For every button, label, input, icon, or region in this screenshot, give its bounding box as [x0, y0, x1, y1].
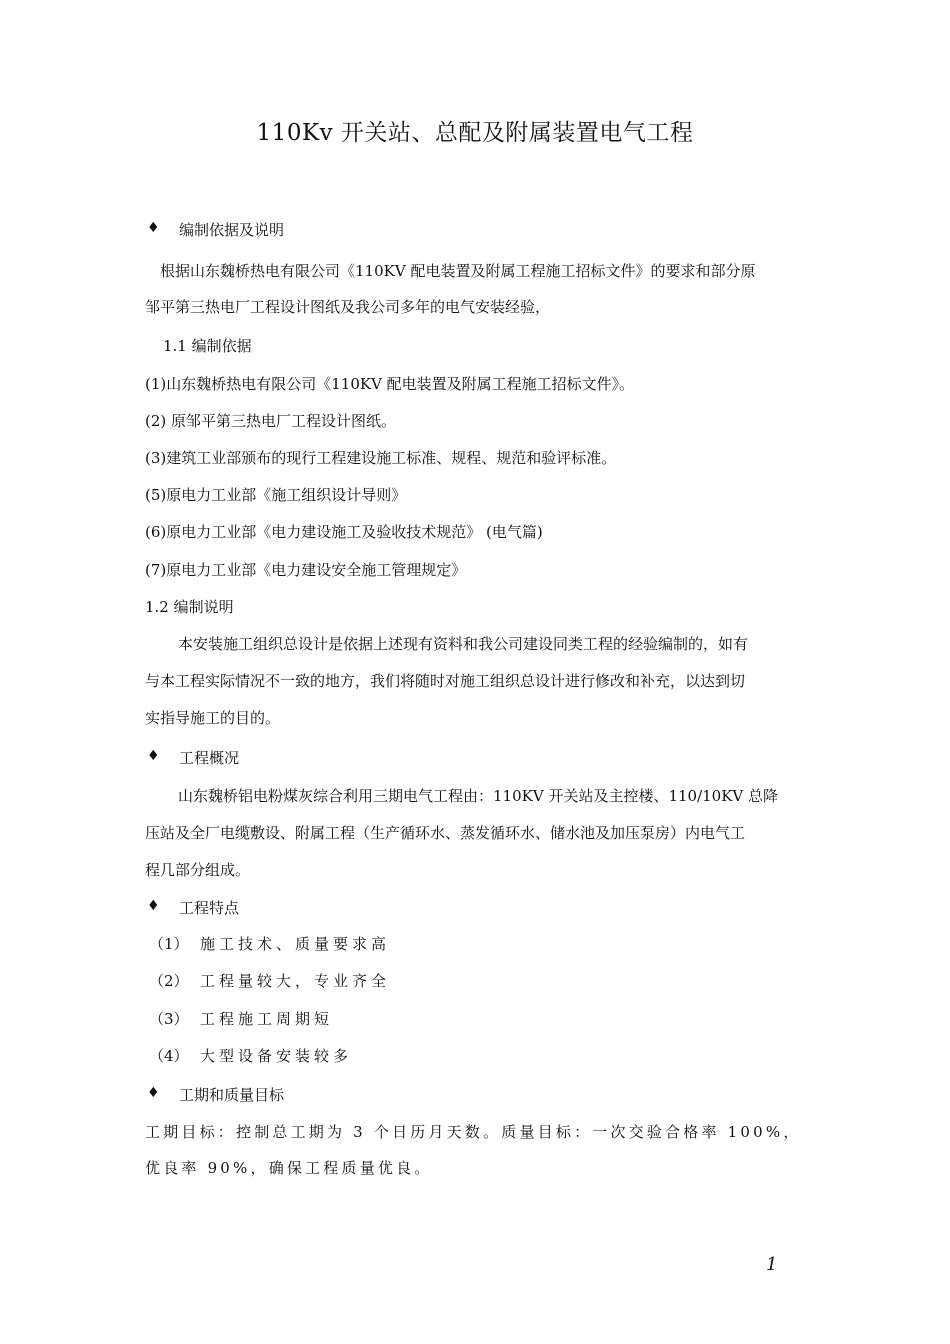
bullet-icon: ♦	[147, 1085, 160, 1101]
basis-item-1: (1)山东魏桥热电有限公司《110KV 配电装置及附属工程施工招标文件》。	[145, 375, 635, 393]
bullet-icon: ♦	[147, 220, 160, 236]
section-heading-schedule: 工期和质量目标	[179, 1086, 285, 1104]
basis-item-7: (7)原电力工业部《电力建设安全施工管理规定》	[145, 561, 467, 579]
feature-2-text: 工程量较大，专业齐全	[200, 972, 391, 990]
section-heading-overview: 工程概况	[179, 749, 240, 767]
section-heading-basis: 编制依据及说明	[179, 221, 285, 239]
description-line-1: 本安装施工组织总设计是依据上述现有资料和我公司建设同类工程的经验编制的，如有	[178, 635, 749, 653]
intro-paragraph-line-1: 根据山东魏桥热电有限公司《110KV 配电装置及附属工程施工招标文件》的要求和部分原	[160, 262, 756, 280]
feature-3-text: 工程施工周期短	[200, 1010, 334, 1028]
overview-line-3: 程几部分组成。	[145, 861, 251, 879]
subheading-1-1: 1.1 编制依据	[163, 337, 252, 355]
feature-4-number: （4）	[149, 1047, 189, 1065]
page-title: 110Kv 开关站、总配及附属装置电气工程	[256, 120, 694, 146]
schedule-line-1: 工期目标：控制总工期为 3 个日历月天数。质量目标：一次交验合格率 100%，	[145, 1123, 802, 1141]
bullet-icon: ♦	[147, 898, 160, 914]
overview-line-2: 压站及全厂电缆敷设、附属工程（生产循环水、蒸发循环水、储水池及加压泵房）内电气工	[145, 824, 746, 842]
basis-item-3: (3)建筑工业部颁布的现行工程建设施工标准、规程、规范和验评标准。	[145, 449, 617, 467]
feature-1-number: （1）	[149, 935, 189, 953]
overview-line-1: 山东魏桥铝电粉煤灰综合利用三期电气工程由：110KV 开关站及主控楼、110/10KV 总降	[178, 787, 779, 805]
description-line-3: 实指导施工的目的。	[145, 709, 281, 727]
bullet-icon: ♦	[147, 748, 160, 764]
intro-paragraph-line-2: 邹平第三热电厂工程设计图纸及我公司多年的电气安装经验，	[145, 298, 551, 316]
feature-2-number: （2）	[149, 972, 189, 990]
feature-1-text: 施工技术、质量要求高	[200, 935, 391, 953]
subheading-1-2: 1.2 编制说明	[145, 598, 234, 616]
schedule-line-2: 优良率 90%，确保工程质量优良。	[145, 1159, 433, 1177]
basis-item-5: (5)原电力工业部《施工组织设计导则》	[145, 486, 407, 504]
description-line-2: 与本工程实际情况不一致的地方，我们将随时对施工组织总设计进行修改和补充，以达到切	[145, 672, 746, 690]
basis-item-2: (2) 原邹平第三热电厂工程设计图纸。	[145, 412, 397, 430]
page-number: 1	[766, 1254, 778, 1275]
feature-4-text: 大型设备安装较多	[200, 1047, 353, 1065]
feature-3-number: （3）	[149, 1010, 189, 1028]
section-heading-features: 工程特点	[179, 899, 240, 917]
basis-item-6: (6)原电力工业部《电力建设施工及验收技术规范》 (电气篇)	[145, 523, 543, 541]
